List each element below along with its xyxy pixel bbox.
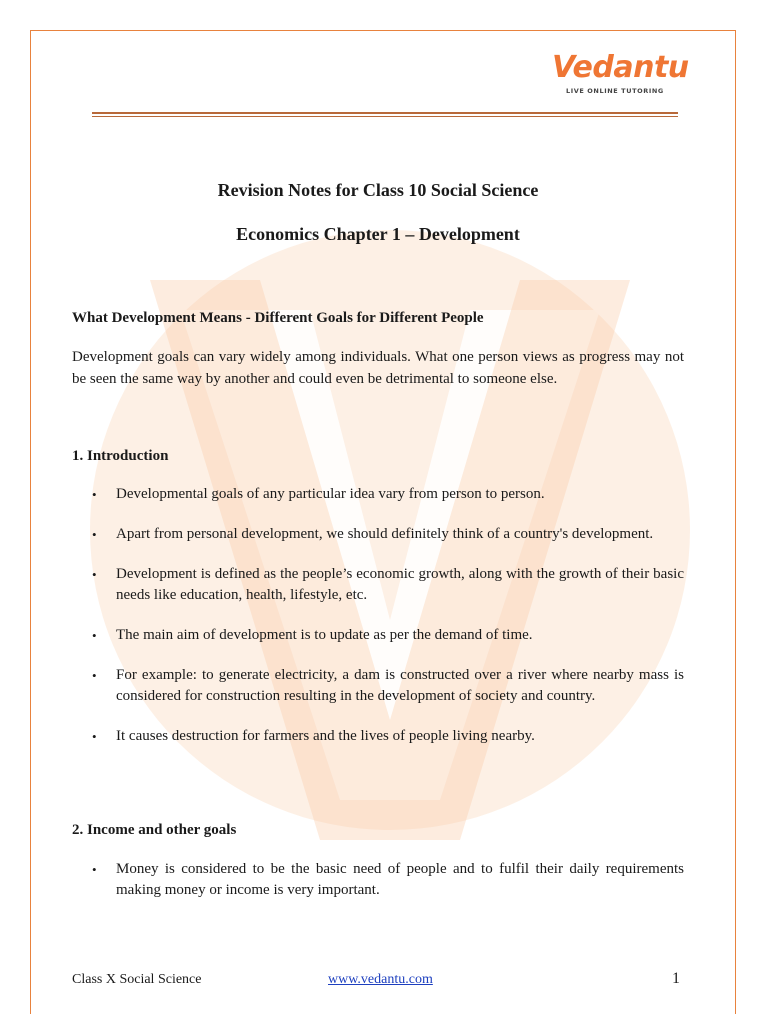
list-item: • It causes destruction for farmers and the lives of people living nearby.	[72, 726, 684, 747]
document-title: Revision Notes for Class 10 Social Science	[217, 180, 539, 200]
bullet-icon: •	[92, 628, 97, 643]
list-item: • The main aim of development is to update as per the demand of time.	[72, 625, 684, 646]
list-item: • Money is considered to be the basic need of people and to fulfil their daily requirements making money or income is very important.	[92, 861, 684, 898]
section1-heading: 1. Introduction	[72, 448, 169, 464]
vedantu-logo[interactable]	[552, 50, 689, 100]
section2-list	[72, 859, 684, 901]
bullet-icon: •	[92, 668, 97, 683]
section1-list	[72, 484, 684, 747]
bullet-icon: •	[92, 487, 97, 502]
bullet-icon: •	[92, 527, 97, 542]
document-subtitle: Economics Chapter 1 – Development	[236, 224, 520, 244]
logo-tagline: LIVE ONLINE TUTORING	[566, 87, 664, 95]
list-item: • For example: to generate electricity, a dam is constructed over a river where nearby mass is considered for construction resulting in the development of society and country.	[92, 667, 684, 704]
logo-text: Vedantu	[552, 50, 689, 85]
section2-heading: 2. Income and other goals	[72, 822, 237, 838]
header-rule-thin	[92, 116, 678, 117]
header-rule	[92, 112, 678, 114]
page-number: 1	[672, 970, 680, 987]
list-item: • Apart from personal development, we should definitely think of a country's development.	[72, 524, 684, 545]
list-item: • Developmental goals of any particular idea vary from person to person.	[72, 484, 684, 505]
intro-heading: What Development Means - Different Goals for Different People	[72, 310, 484, 326]
bullet-icon: •	[92, 862, 97, 877]
intro-paragraph: Development goals can vary widely among individuals. What one person views as progress may not be seen the same way by another and could even be detrimental to someone else.	[72, 349, 684, 387]
footer-website-link[interactable]: www.vedantu.com	[328, 972, 433, 987]
bullet-icon: •	[92, 729, 97, 744]
list-item: • Development is defined as the people’s economic growth, along with the growth of their basic needs like education, health, lifestyle, etc.	[92, 566, 684, 603]
bullet-icon: •	[92, 567, 97, 582]
footer-class-label: Class X Social Science	[72, 972, 202, 987]
